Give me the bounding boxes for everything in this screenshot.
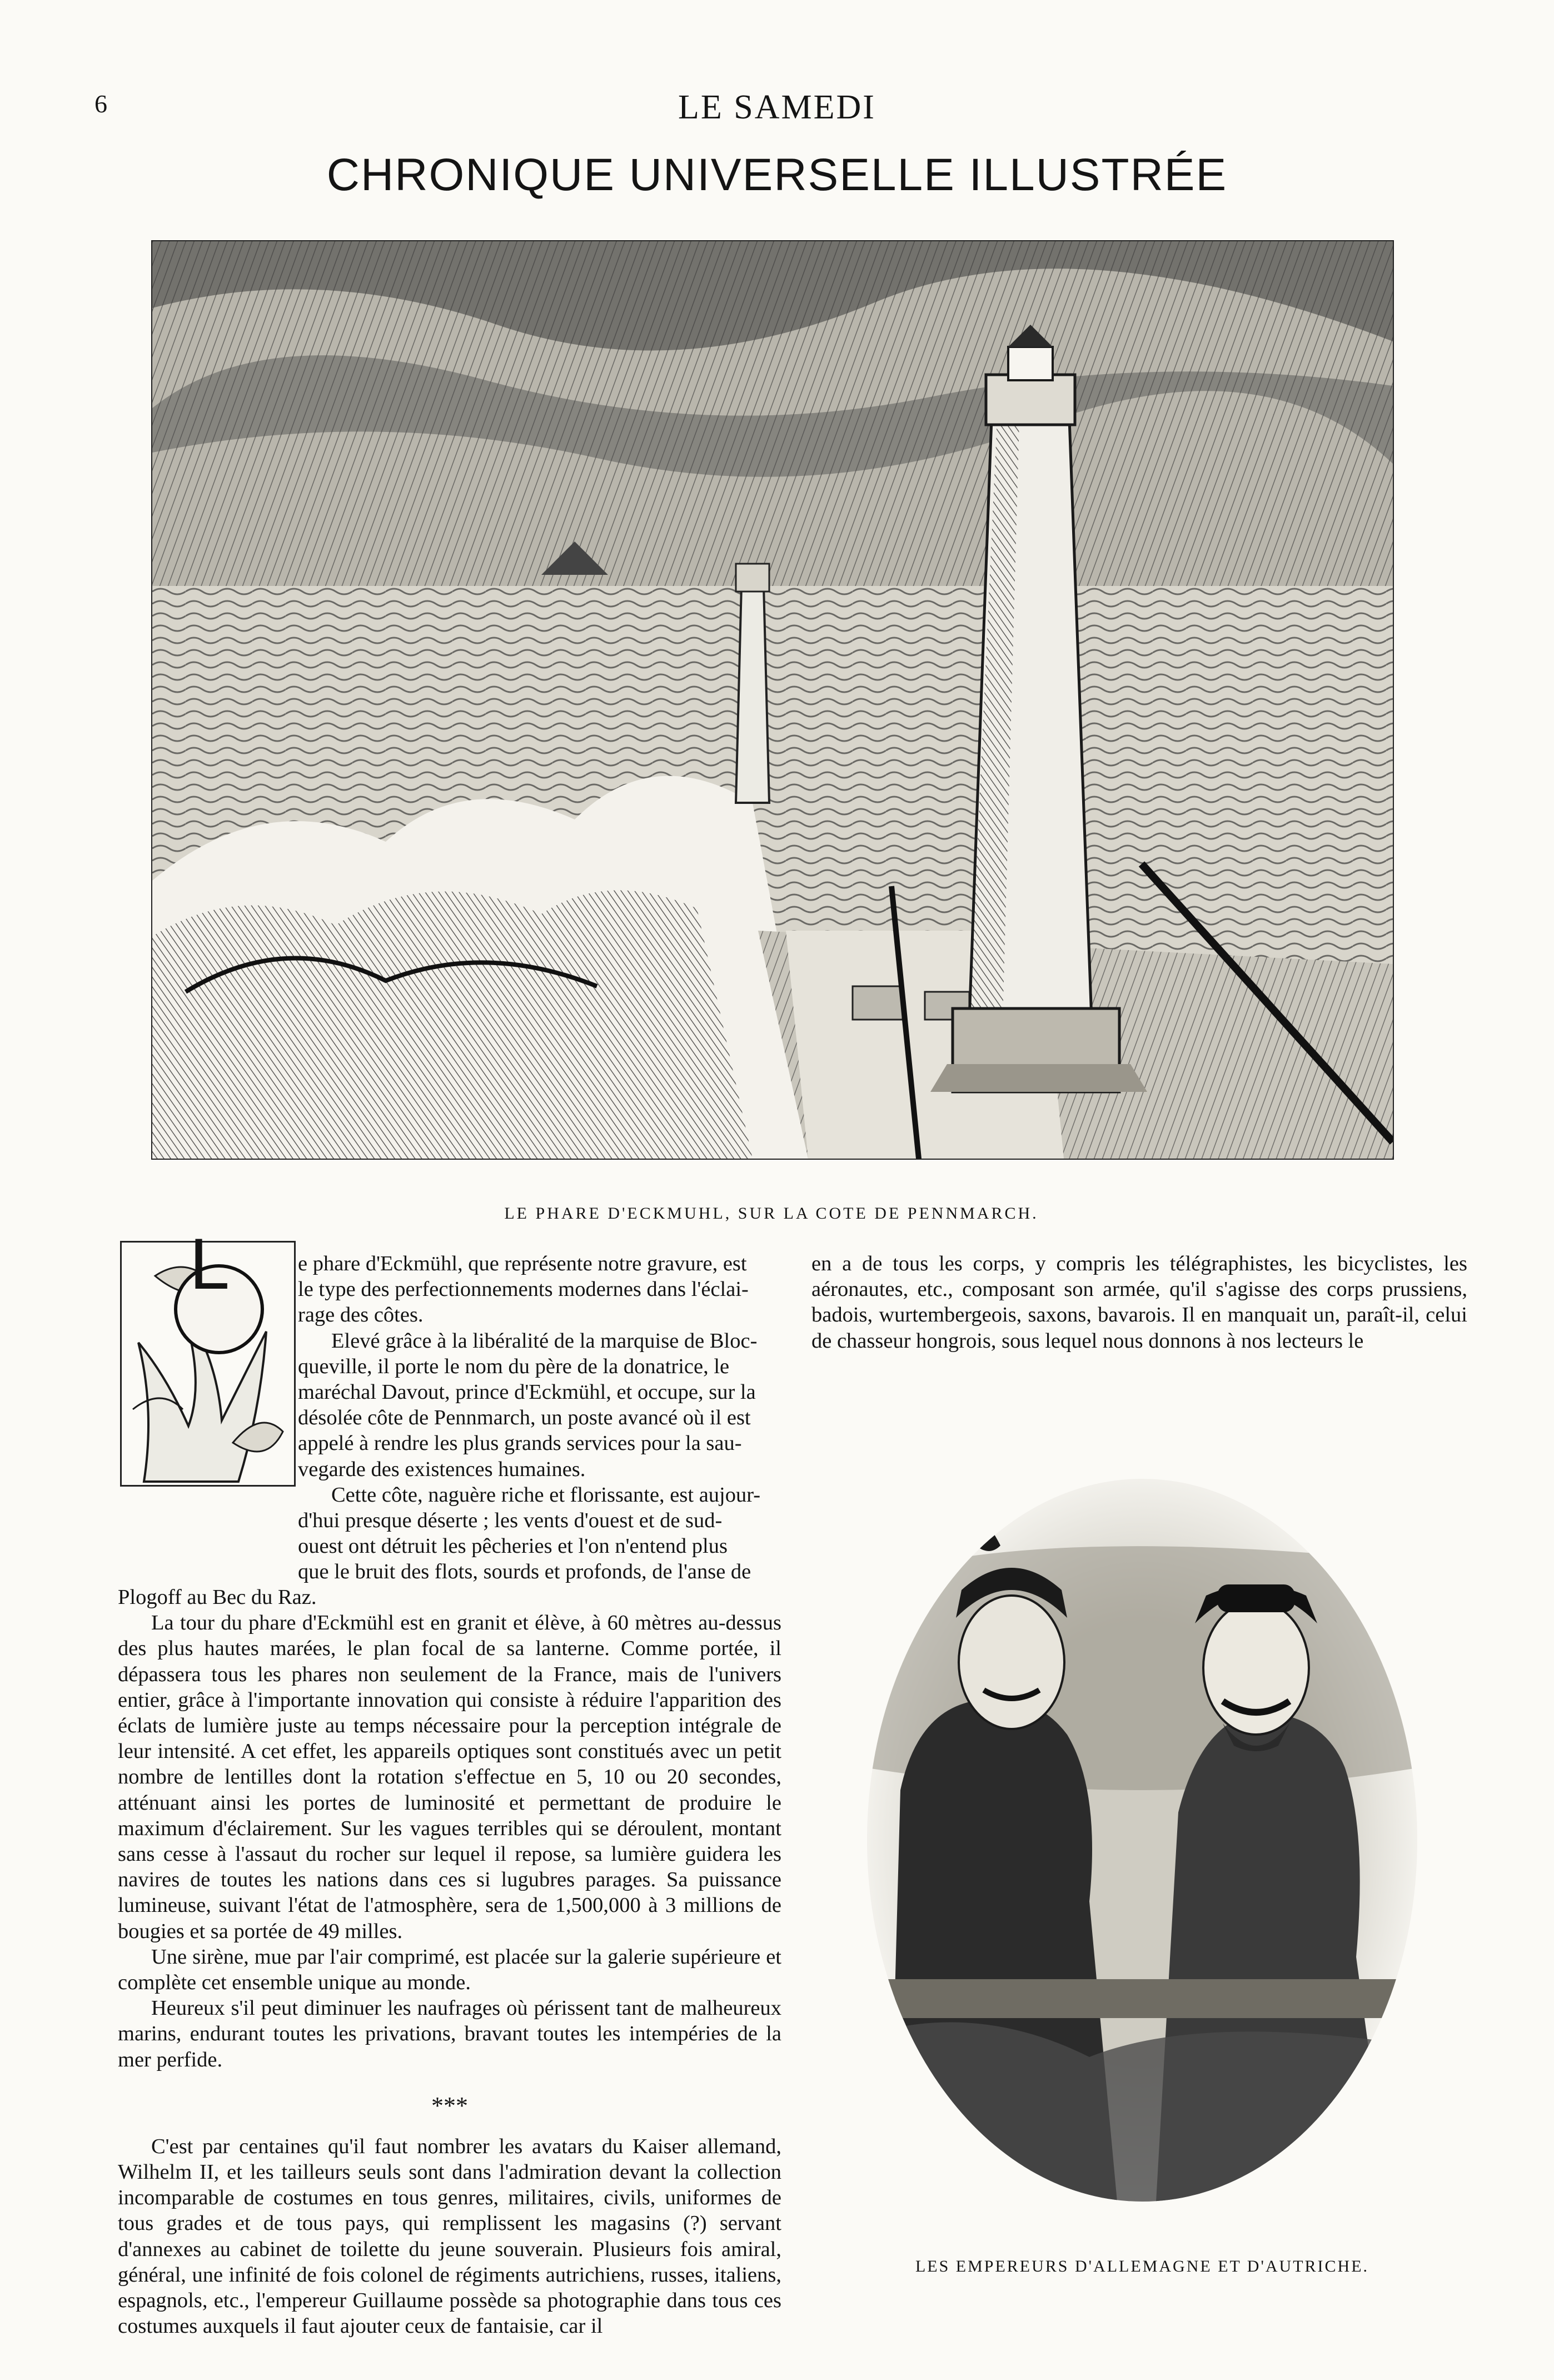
- emperors-photo-vignette: [867, 1479, 1417, 2202]
- lighthouse-engraving: [151, 240, 1394, 1160]
- body-line: appelé à rendre les plus grands services pour la sau-: [298, 1432, 742, 1455]
- intro-line: rage des côtes.: [298, 1303, 424, 1327]
- paragraph: en a de tous les corps, y compris les télégraphistes, les bicyclistes, les aéronautes, etc., composant son armée, qu'il s'agisse des corps prussiens, badois, wurtembergeois, saxons, bavarois. Il en manquait un, paraît-il, celui de chasseur hongrois, sous lequel nous donnons à nos lecteurs le: [811, 1252, 1467, 1353]
- paragraph: La tour du phare d'Eckmühl est en granit et élève, à 60 mètres au-dessus des plus hautes marées, le plan focal de sa lanterne. Comme portée, il dépassera tous les phares non seulement de la France, mais de l'univers entier, grâce à l'importante innovation qui consiste à réduire l'apparition des éclats de lumière juste au temps nécessaire pour la perception intégrale de leur intensité. A cet effet, les appareils optiques sont constitués avec un petit nombre de lentilles dont la rotation s'effectue en 5, 10 ou 20 secondes, atténuant ainsi les portes de luminosité et permettant de produire le maximum d'éclairement. Sur les vagues terribles qui se déroulent, montant sans cesse à l'assaut du rocher sur lequel il repose, sa lumière guidera les navires de toutes les nations dans ces si lugubres parages. Sa puissance lumineuse, suivant l'état de l'atmosphère, sera de 1,500,000 à 3 millions de bougies et sa portée de 49 milles.: [118, 1611, 781, 1943]
- body-line: Elevé grâce à la libéralité de la marquise de Bloc-: [331, 1329, 758, 1353]
- emperors-caption: LES EMPEREURS D'ALLEMAGNE ET D'AUTRICHE.: [915, 2257, 1369, 2275]
- intro-line: le type des perfectionnements modernes dans l'éclai-: [298, 1278, 749, 1301]
- page-headline: CHRONIQUE UNIVERSELLE ILLUSTRÉE: [326, 150, 1228, 200]
- article-body: [118, 1584, 781, 2339]
- body-line: d'hui presque déserte ; les vents d'ouest et de sud-: [298, 1509, 723, 1533]
- body-line: Cette côte, naguère riche et florissante, est aujour-: [331, 1483, 761, 1507]
- body-line: queville, il porte le nom du père de la donatrice, le: [298, 1354, 730, 1378]
- body-line: vegarde des existences humaines.: [298, 1457, 586, 1481]
- intro-line: e phare d'Eckmühl, que représente notre gravure, est: [298, 1252, 747, 1275]
- running-head: LE SAMEDI: [678, 88, 876, 126]
- paragraph: Une sirène, mue par l'air comprimé, est placée sur la galerie supérieure et complète cet ensemble unique au monde.: [118, 1945, 781, 1995]
- article-right-column: [811, 1251, 1467, 1354]
- lighthouse-caption: LE PHARE D'ECKMUHL, SUR LA COTE DE PENNMARCH.: [504, 1204, 1039, 1223]
- article-intro: [298, 1251, 781, 1585]
- body-line: ouest ont détruit les pêcheries et l'on n'entend plus: [298, 1534, 728, 1558]
- page-number: 6: [94, 90, 107, 118]
- paragraph: Plogoff au Bec du Raz.: [118, 1586, 317, 1609]
- body-line: maréchal Davout, prince d'Eckmühl, et occupe, sur la: [298, 1380, 756, 1404]
- paragraph: C'est par centaines qu'il faut nombrer les avatars du Kaiser allemand, Wilhelm II, et les tailleurs seuls sont dans l'admiration devant la collection incomparable de costumes en tous genres, militaires, civils, uniformes de tous grades et de tous pays, qui remplissent les magasins (?) servant d'annexes au cabinet de toilette du jeune souverain. Plusieurs fois amiral, général, une infinité de fois colonel de régiments autrichiens, russes, italiens, espagnols, etc., l'empereur Guillaume possède sa photographie dans tous ces costumes auxquels il faut ajouter ceux de fantaisie, car il: [118, 2134, 781, 2338]
- section-separator: ***: [431, 2091, 468, 2119]
- drop-cap-letter: L: [189, 1223, 230, 1304]
- body-line: que le bruit des flots, sourds et profonds, de l'anse de: [298, 1560, 751, 1584]
- paragraph: Heureux s'il peut diminuer les naufrages où périssent tant de malheureux marins, endurant toutes les privations, bravant toutes les intempéries de la mer perfide.: [118, 1996, 781, 2071]
- body-line: désolée côte de Pennmarch, un poste avancé où il est: [298, 1406, 751, 1430]
